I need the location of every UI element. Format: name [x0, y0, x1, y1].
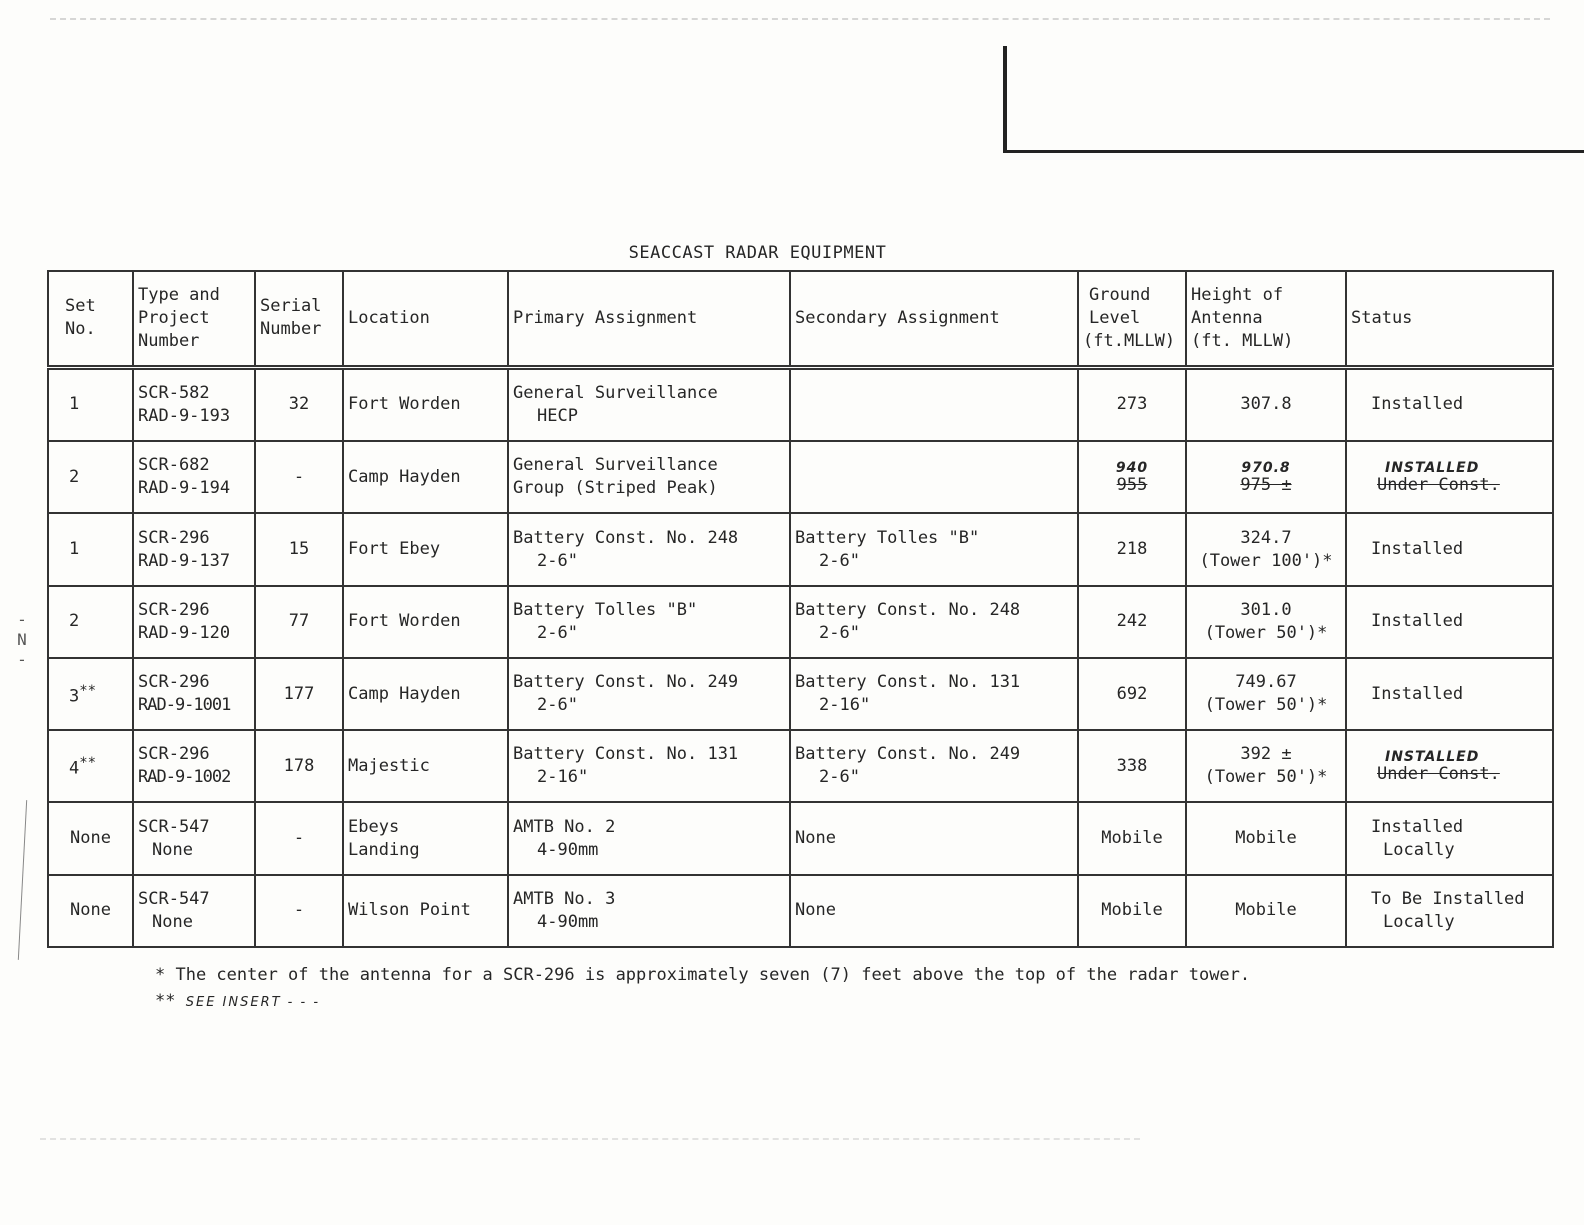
- table-row: [48, 441, 1553, 513]
- cell-serial: 32: [255, 367, 343, 441]
- struck-ground-value: 955: [1116, 475, 1148, 496]
- cell-secondary: Battery Const. No. 249 2-6": [790, 730, 1078, 802]
- cell-set-no: 4**: [48, 730, 133, 802]
- cell-primary: Battery Const. No. 131 2-16": [508, 730, 790, 802]
- cell-ground-level: Mobile: [1078, 802, 1186, 874]
- cell-status: Installed: [1346, 513, 1553, 585]
- cell-type-project: SCR-582 RAD-9-193: [133, 367, 255, 441]
- cell-type-project: SCR-296 RAD-9-137: [133, 513, 255, 585]
- radar-equipment-table: [47, 270, 1554, 948]
- cell-location: Camp Hayden: [343, 658, 508, 730]
- header-status: Status: [1346, 271, 1553, 367]
- header-serial-number: Serial Number: [255, 271, 343, 367]
- cell-primary: General Surveillance Group (Striped Peak): [508, 441, 790, 513]
- cell-type-project: SCR-296 RAD-9-1002: [133, 730, 255, 802]
- cell-set-no: 2: [48, 586, 133, 658]
- cell-ground-level: [1078, 441, 1186, 513]
- cell-secondary: Battery Const. No. 131 2-16": [790, 658, 1078, 730]
- table-header-row: [48, 271, 1553, 367]
- table-row: [48, 802, 1553, 874]
- set-footnote-mark: **: [79, 682, 97, 699]
- header-antenna-height: Height of Antenna (ft. MLLW): [1186, 271, 1346, 367]
- header-primary-assignment: Primary Assignment: [508, 271, 790, 367]
- cell-antenna-height: 324.7 (Tower 100')*: [1186, 513, 1346, 585]
- cell-location: Majestic: [343, 730, 508, 802]
- cell-primary: Battery Const. No. 249 2-6": [508, 658, 790, 730]
- struck-status-value: Under Const.: [1377, 764, 1500, 785]
- cell-status: Installed Locally: [1346, 802, 1553, 874]
- cell-set-no: 1: [48, 513, 133, 585]
- header-secondary-assignment: Secondary Assignment: [790, 271, 1078, 367]
- cell-status: Installed: [1346, 586, 1553, 658]
- cell-location: Camp Hayden: [343, 441, 508, 513]
- cell-primary: Battery Tolles "B" 2-6": [508, 586, 790, 658]
- cell-secondary: [790, 367, 1078, 441]
- cell-primary: AMTB No. 3 4-90mm: [508, 875, 790, 947]
- cell-status: Installed: [1346, 658, 1553, 730]
- cell-status: [1346, 441, 1553, 513]
- table-row: [48, 730, 1553, 802]
- cell-location: Fort Ebey: [343, 513, 508, 585]
- footnotes: [155, 962, 1250, 1016]
- cell-serial: -: [255, 875, 343, 947]
- cell-ground-level: 692: [1078, 658, 1186, 730]
- cell-type-project: SCR-682 RAD-9-194: [133, 441, 255, 513]
- table-row: [48, 586, 1553, 658]
- cell-serial: 15: [255, 513, 343, 585]
- cell-location: Fort Worden: [343, 586, 508, 658]
- handwritten-ground-correction: 940: [1115, 460, 1149, 477]
- cell-status: [1346, 730, 1553, 802]
- handwritten-height-correction: 970.8: [1241, 460, 1291, 477]
- cell-primary: Battery Const. No. 248 2-6": [508, 513, 790, 585]
- footnote-antenna-center: * The center of the antenna for a SCR-296 is approximately seven (7) feet above the top of the radar tower.: [155, 965, 1251, 985]
- cell-primary: AMTB No. 2 4-90mm: [508, 802, 790, 874]
- cell-antenna-height: 307.8: [1186, 367, 1346, 441]
- handwritten-status-correction: INSTALLED: [1385, 460, 1480, 477]
- cell-type-project: SCR-547 None: [133, 802, 255, 874]
- header-location: Location: [343, 271, 508, 367]
- struck-status-value: Under Const.: [1377, 475, 1500, 496]
- cell-secondary: Battery Const. No. 248 2-6": [790, 586, 1078, 658]
- cell-serial: 77: [255, 586, 343, 658]
- cell-serial: -: [255, 441, 343, 513]
- cell-status: Installed: [1346, 367, 1553, 441]
- cell-type-project: SCR-296 RAD-9-120: [133, 586, 255, 658]
- document-title: SEACCAST RADAR EQUIPMENT: [628, 243, 887, 263]
- cell-antenna-height: 749.67 (Tower 50')*: [1186, 658, 1346, 730]
- cell-type-project: SCR-296 RAD-9-1001: [133, 658, 255, 730]
- cell-set-no: None: [48, 875, 133, 947]
- header-type-project: Type and Project Number: [133, 271, 255, 367]
- cell-serial: 178: [255, 730, 343, 802]
- cell-primary: General Surveillance HECP: [508, 367, 790, 441]
- cell-antenna-height: 392 ± (Tower 50')*: [1186, 730, 1346, 802]
- stamp-box-frame: [1003, 46, 1584, 153]
- cell-antenna-height: 301.0 (Tower 50')*: [1186, 586, 1346, 658]
- cell-secondary: None: [790, 802, 1078, 874]
- cell-location: Ebeys Landing: [343, 802, 508, 874]
- page-margin-mark: - N -: [17, 610, 27, 669]
- scan-dotted-edge-bottom: [40, 1138, 1140, 1140]
- cell-ground-level: 242: [1078, 586, 1186, 658]
- cell-ground-level: 218: [1078, 513, 1186, 585]
- cell-serial: 177: [255, 658, 343, 730]
- table-row: [48, 367, 1553, 441]
- cell-status: To Be Installed Locally: [1346, 875, 1553, 947]
- cell-antenna-height: Mobile: [1186, 802, 1346, 874]
- cell-location: Fort Worden: [343, 367, 508, 441]
- header-ground-level: Ground Level (ft.MLLW): [1078, 271, 1186, 367]
- margin-pencil-line: [18, 800, 27, 960]
- cell-ground-level: 338: [1078, 730, 1186, 802]
- cell-type-project: SCR-547 None: [133, 875, 255, 947]
- cell-secondary: None: [790, 875, 1078, 947]
- cell-set-no: 2: [48, 441, 133, 513]
- struck-height-value: 975 ±: [1240, 475, 1292, 496]
- footnote-see-insert: [155, 988, 1250, 1016]
- cell-set-no: 3**: [48, 658, 133, 730]
- set-footnote-mark: **: [79, 754, 97, 771]
- cell-ground-level: Mobile: [1078, 875, 1186, 947]
- handwritten-status-correction: INSTALLED: [1385, 749, 1480, 766]
- cell-secondary: Battery Tolles "B" 2-6": [790, 513, 1078, 585]
- cell-set-no: 1: [48, 367, 133, 441]
- cell-secondary: [790, 441, 1078, 513]
- table-row: [48, 513, 1553, 585]
- cell-antenna-height: Mobile: [1186, 875, 1346, 947]
- cell-location: Wilson Point: [343, 875, 508, 947]
- handwritten-see-insert: SEE INSERT - - -: [185, 995, 321, 1010]
- cell-antenna-height: [1186, 441, 1346, 513]
- cell-ground-level: 273: [1078, 367, 1186, 441]
- header-set-no: Set No.: [48, 271, 133, 367]
- cell-serial: -: [255, 802, 343, 874]
- footnote-double-star-mark: **: [155, 991, 176, 1011]
- cell-set-no: None: [48, 802, 133, 874]
- table-row: [48, 875, 1553, 947]
- table-row: [48, 658, 1553, 730]
